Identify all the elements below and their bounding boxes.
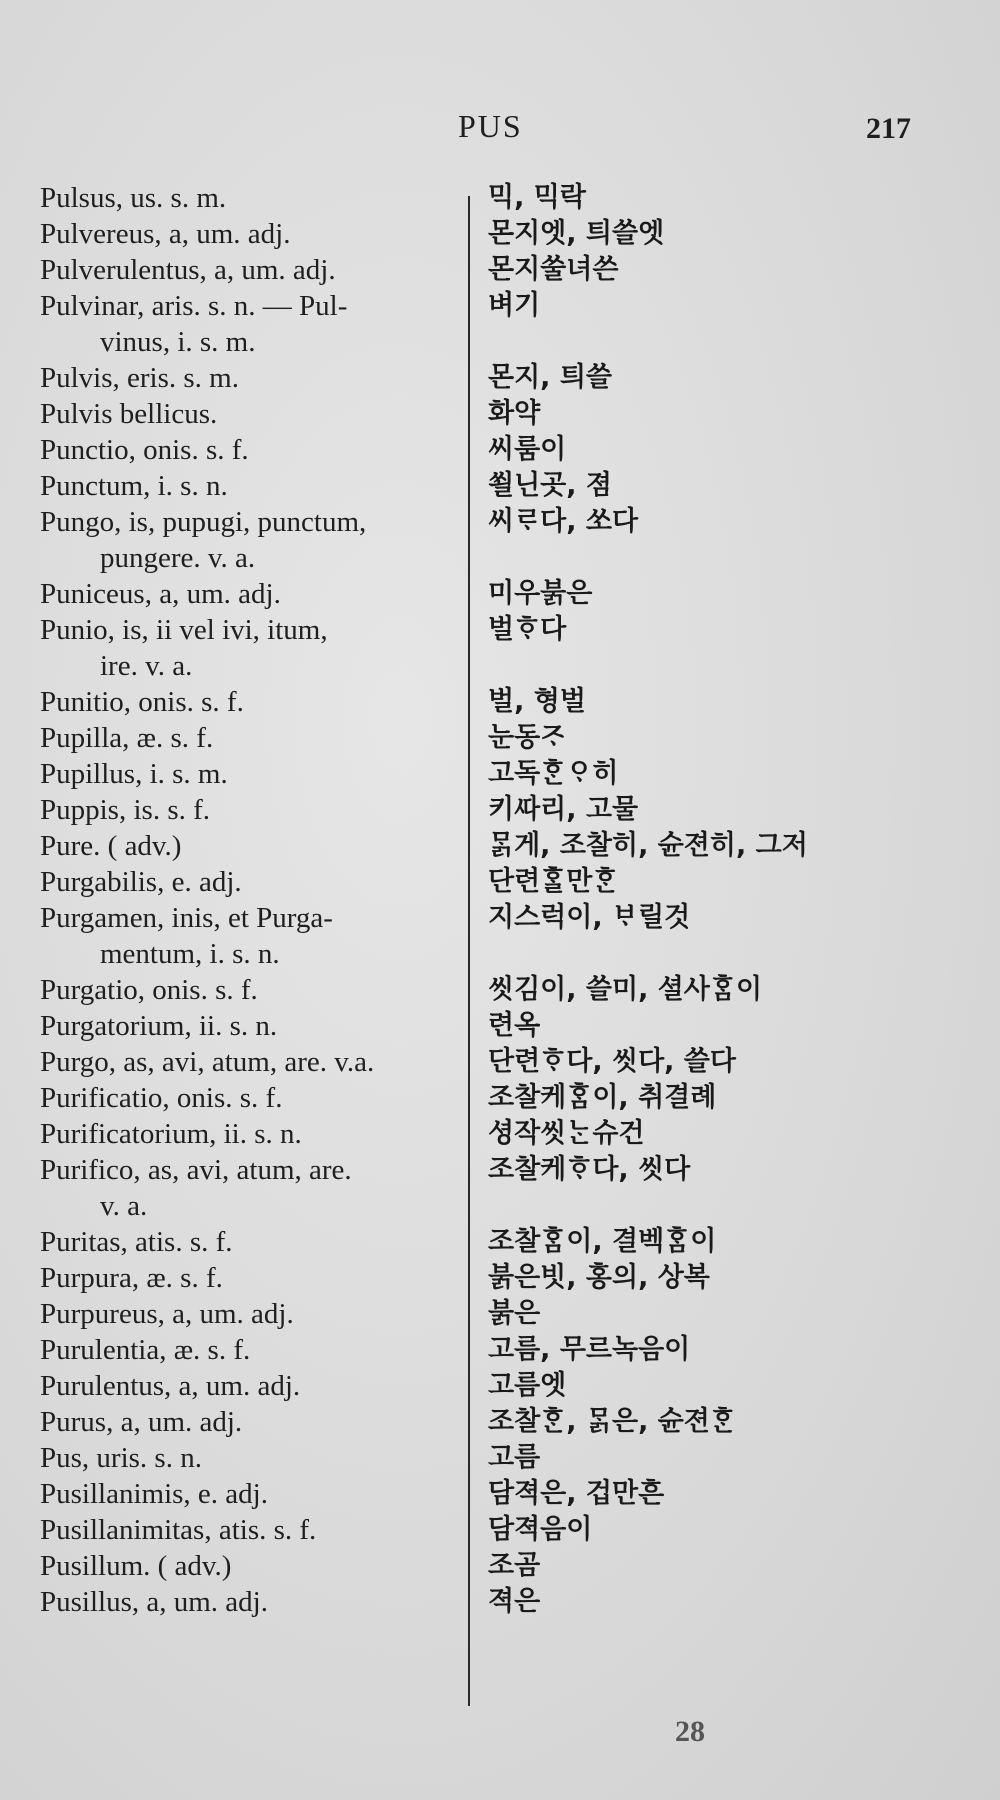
korean-gloss: 고독ᄒᆞᆫᄋᆞ히 [488, 758, 619, 789]
dictionary-entry [40, 1584, 980, 1620]
dictionary-entry [40, 1296, 980, 1332]
latin-headword [40, 468, 460, 504]
latin-headword [40, 1152, 460, 1224]
korean-gloss: 고름, 무르녹음이 [488, 1334, 691, 1365]
latin-line: Pusillanimitas, atis. s. f. [40, 1514, 317, 1546]
latin-headword [40, 1404, 460, 1440]
latin-headword [40, 792, 460, 828]
korean-gloss: 눈동ᄌᆞ [488, 722, 567, 753]
latin-continuation: mentum, i. s. n. [100, 938, 280, 970]
korean-gloss: 셩작씻ᄂᆞᆫ슈건 [488, 1118, 645, 1149]
dictionary-entry [40, 1404, 980, 1440]
korean-gloss: 쐴닌곳, 졈 [488, 470, 612, 501]
latin-headword [40, 1116, 460, 1152]
korean-gloss: 단련ᄒᆞ다, 씻다, 쓸다 [488, 1046, 736, 1077]
korean-gloss: 벼기 [488, 290, 541, 321]
dictionary-entry [40, 216, 980, 252]
korean-gloss: 붉은빗, 홍의, 상복 [488, 1262, 710, 1293]
latin-headword [40, 756, 460, 792]
latin-line: Pulvis bellicus. [40, 398, 218, 430]
korean-gloss: 조찰케ᄒᆞ다, 씻다 [488, 1154, 691, 1185]
korean-gloss: 담젹음이 [488, 1514, 593, 1545]
korean-gloss: 씻김이, 쓸미, 셜사ᄒᆞᆷ이 [488, 974, 763, 1005]
latin-headword [40, 1332, 460, 1368]
dictionary-entry [40, 720, 980, 756]
latin-line: Purulentia, æ. s. f. [40, 1334, 251, 1366]
latin-continuation: v. a. [100, 1190, 148, 1222]
korean-gloss: 련옥 [488, 1010, 541, 1041]
latin-headword [40, 504, 460, 576]
latin-line: Punitio, onis. s. f. [40, 686, 244, 718]
latin-line: Purificatio, onis. s. f. [40, 1082, 283, 1114]
latin-line: Punctum, i. s. n. [40, 470, 228, 502]
latin-headword [40, 576, 460, 612]
dictionary-entry [40, 1368, 980, 1404]
latin-line: Punctio, onis. s. f. [40, 434, 249, 466]
latin-line: Pulsus, us. s. m. [40, 182, 227, 214]
korean-gloss: 벌, 형벌 [488, 686, 586, 717]
latin-headword [40, 1224, 460, 1260]
latin-line: Purulentus, a, um. adj. [40, 1370, 301, 1402]
korean-gloss: 씨룸이 [488, 434, 567, 465]
korean-gloss: 화약 [488, 398, 541, 429]
latin-continuation: ire. v. a. [100, 650, 193, 682]
latin-headword [40, 180, 460, 216]
latin-line: Pulvinar, aris. s. n. — Pul- [40, 290, 348, 322]
latin-line: Purgabilis, e. adj. [40, 866, 242, 898]
latin-line: Puppis, is. s. f. [40, 794, 211, 826]
dictionary-entry [40, 864, 980, 900]
dictionary-entry [40, 396, 980, 432]
latin-headword [40, 864, 460, 900]
korean-gloss: 지스럭이, ᄇᆞ릴것 [488, 902, 691, 933]
dictionary-entry [40, 1152, 980, 1224]
korean-gloss: 미우붉은 [488, 578, 593, 609]
korean-gloss: 키ᄯᅡ리, 고물 [488, 794, 639, 825]
latin-line: Purifico, as, avi, atum, are. [40, 1154, 352, 1186]
dictionary-entry [40, 1440, 980, 1476]
dictionary-entry [40, 1008, 980, 1044]
korean-gloss: 벌ᄒᆞ다 [488, 614, 567, 645]
latin-line: Pulvereus, a, um. adj. [40, 218, 291, 250]
latin-headword [40, 252, 460, 288]
latin-line: Purgatorium, ii. s. n. [40, 1010, 278, 1042]
korean-gloss: 젹은 [488, 1586, 541, 1617]
dictionary-entry [40, 1260, 980, 1296]
korean-gloss: 조찰ᄒᆞᆷ이, 결벡ᄒᆞᆷ이 [488, 1226, 717, 1257]
latin-line: Punio, is, ii vel ivi, itum, [40, 614, 328, 646]
korean-gloss: 조곰 [488, 1550, 541, 1581]
latin-line: Purpureus, a, um. adj. [40, 1298, 294, 1330]
latin-headword [40, 1008, 460, 1044]
dictionary-entry [40, 1224, 980, 1260]
signature-mark: 28 [675, 1715, 705, 1748]
latin-line: Pusillus, a, um. adj. [40, 1586, 268, 1618]
dictionary-entry [40, 1548, 980, 1584]
korean-gloss: 고름 [488, 1442, 541, 1473]
latin-headword [40, 972, 460, 1008]
dictionary-entry [40, 288, 980, 360]
latin-continuation: pungere. v. a. [100, 542, 256, 574]
dictionary-entry [40, 468, 980, 504]
page-header [0, 100, 1000, 150]
korean-gloss: 담젹은, 겁만흔 [488, 1478, 665, 1509]
dictionary-entry [40, 792, 980, 828]
latin-headword [40, 1044, 460, 1080]
latin-headword [40, 396, 460, 432]
latin-line: Purgatio, onis. s. f. [40, 974, 258, 1006]
dictionary-entry [40, 1044, 980, 1080]
running-head: PUS [458, 108, 523, 144]
korean-gloss: 몬지, 틔쓸 [488, 362, 612, 393]
latin-line: Puritas, atis. s. f. [40, 1226, 233, 1258]
latin-headword [40, 900, 460, 972]
latin-line: Pupilla, æ. s. f. [40, 722, 214, 754]
latin-line: Pulvis, eris. s. m. [40, 362, 239, 394]
korean-gloss: 믹, 믹락 [488, 182, 586, 213]
korean-gloss: ᄆᆞᆰ게, 조찰히, 슌젼히, 그저 [488, 830, 808, 861]
korean-gloss: 고름엣 [488, 1370, 567, 1401]
dictionary-entry [40, 576, 980, 612]
dictionary-entry [40, 612, 980, 684]
latin-continuation: vinus, i. s. m. [100, 326, 256, 358]
latin-line: Pungo, is, pupugi, punctum, [40, 506, 367, 538]
latin-headword [40, 1080, 460, 1116]
latin-headword [40, 1584, 460, 1620]
latin-headword [40, 1368, 460, 1404]
korean-gloss: 붉은 [488, 1298, 541, 1329]
latin-line: Purpura, æ. s. f. [40, 1262, 223, 1294]
latin-headword [40, 1548, 460, 1584]
dictionary-entry [40, 828, 980, 864]
latin-line: Pusillum. ( adv.) [40, 1550, 232, 1582]
dictionary-entry [40, 1080, 980, 1116]
dictionary-entry [40, 756, 980, 792]
latin-headword [40, 432, 460, 468]
page-number: 217 [866, 112, 911, 145]
dictionary-entry [40, 504, 980, 576]
latin-headword [40, 1440, 460, 1476]
latin-headword [40, 216, 460, 252]
latin-headword [40, 720, 460, 756]
dictionary-entry [40, 1116, 980, 1152]
latin-line: Puniceus, a, um. adj. [40, 578, 281, 610]
latin-headword [40, 684, 460, 720]
dictionary-entry [40, 252, 980, 288]
latin-headword [40, 1476, 460, 1512]
latin-line: Pupillus, i. s. m. [40, 758, 228, 790]
latin-line: Purus, a, um. adj. [40, 1406, 243, 1438]
latin-headword [40, 1512, 460, 1548]
dictionary-entry [40, 180, 980, 216]
dictionary-entry [40, 900, 980, 972]
dictionary-entries [40, 180, 980, 1620]
latin-headword [40, 1260, 460, 1296]
korean-gloss: 조찰케ᄒᆞᆷ이, 취결례 [488, 1082, 717, 1113]
latin-line: Purificatorium, ii. s. n. [40, 1118, 302, 1150]
latin-line: Purgo, as, avi, atum, are. v.a. [40, 1046, 375, 1078]
latin-headword [40, 360, 460, 396]
dictionary-entry [40, 1476, 980, 1512]
latin-headword [40, 288, 460, 360]
dictionary-entry [40, 684, 980, 720]
korean-gloss: 단련ᄒᆞᆯ만ᄒᆞᆫ [488, 866, 619, 897]
dictionary-entry [40, 360, 980, 396]
dictionary-entry [40, 972, 980, 1008]
latin-line: Purgamen, inis, et Purga- [40, 902, 333, 934]
latin-line: Pus, uris. s. n. [40, 1442, 202, 1474]
korean-gloss: 조찰ᄒᆞᆫ, ᄆᆞᆰ은, 슌젼ᄒᆞᆫ [488, 1406, 736, 1437]
korean-gloss: 씨ᄅᆞ다, 쏘다 [488, 506, 639, 537]
latin-line: Pusillanimis, e. adj. [40, 1478, 268, 1510]
dictionary-entry [40, 432, 980, 468]
latin-headword [40, 612, 460, 684]
latin-headword [40, 1296, 460, 1332]
korean-gloss: 몬지쑬녀쓴 [488, 254, 619, 285]
dictionary-entry [40, 1512, 980, 1548]
latin-line: Pulverulentus, a, um. adj. [40, 254, 336, 286]
korean-gloss: 몬지엣, 틔쓸엣 [488, 218, 665, 249]
latin-line: Pure. ( adv.) [40, 830, 182, 862]
dictionary-entry [40, 1332, 980, 1368]
latin-headword [40, 828, 460, 864]
